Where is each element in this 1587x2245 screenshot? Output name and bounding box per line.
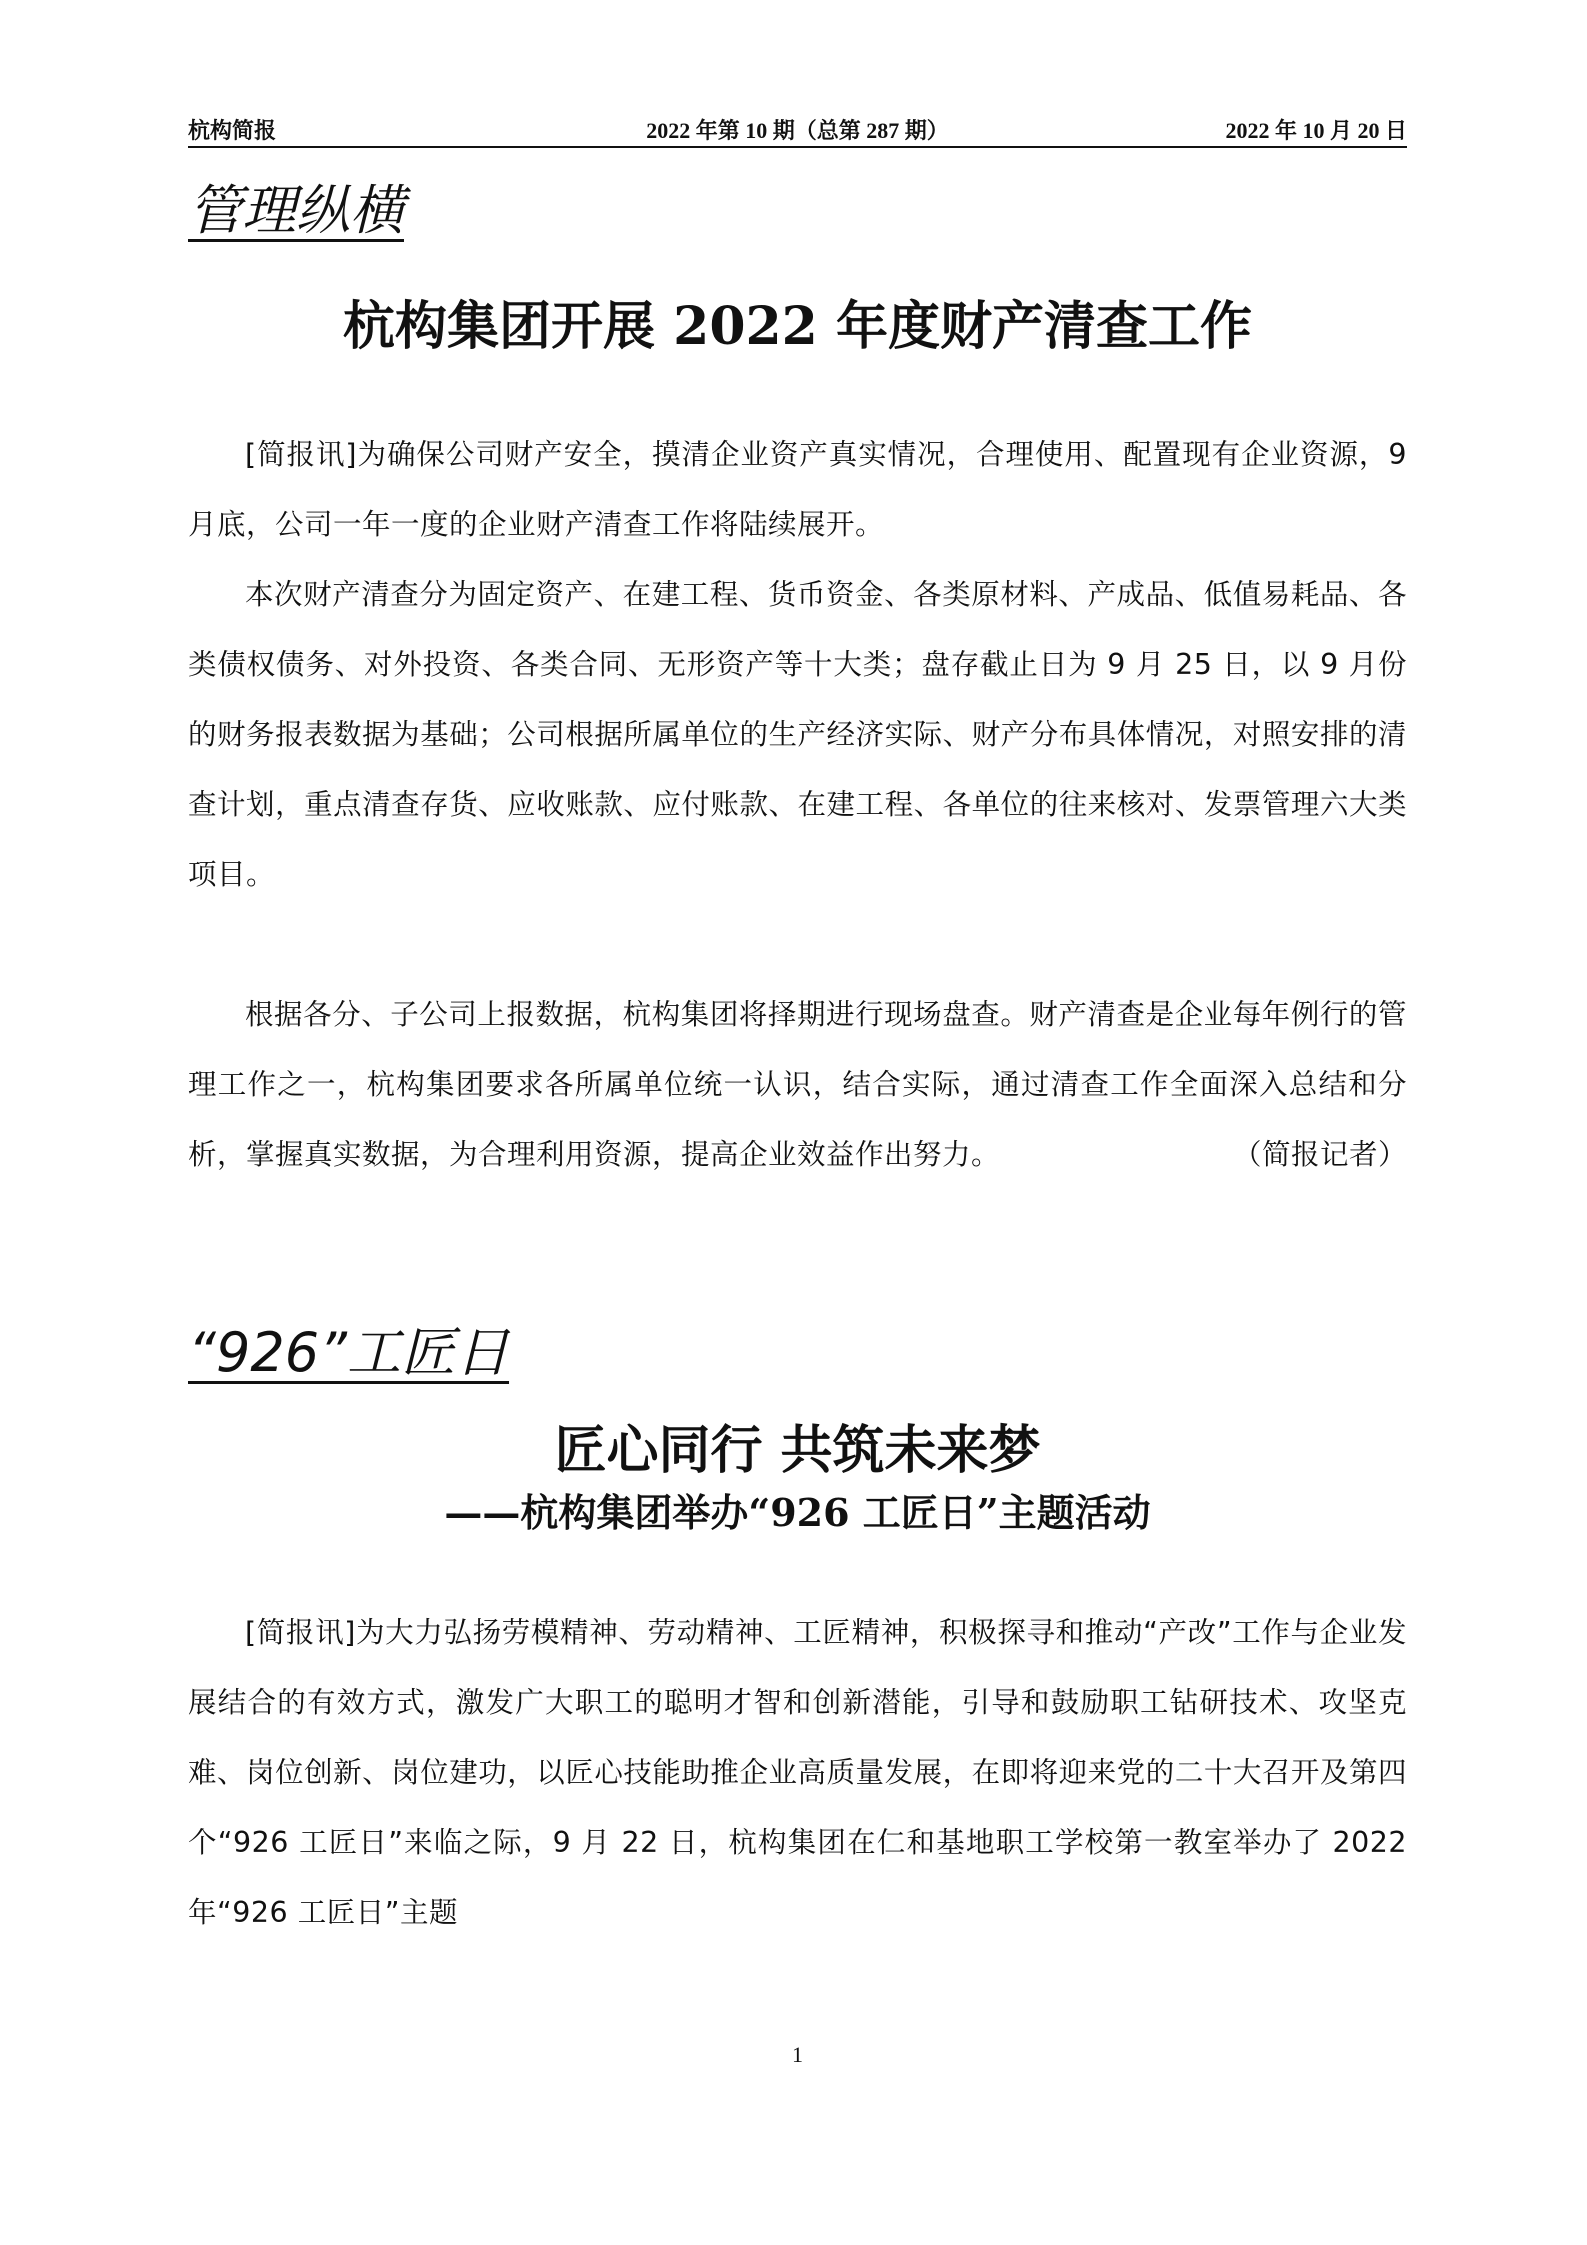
publication-name: 杭构简报 xyxy=(188,118,277,143)
article2-paragraph-1: [简报讯]为大力弘扬劳模精神、劳动精神、工匠精神，积极探寻和推动“产改”工作与企业发展结合的有效方式，激发广大职工的聪明才智和创新潜能，引导和鼓励职工钻研技术、攻坚克难、岗位创新、岗位建功，以匠心技能助推企业高质量发展，在即将迎来党的二十大召开及第四个“926 工匠日”来临之际，9 月 22 日，杭构集团在仁和基地职工学校第一教室举办了 2022 年“926 工匠日”主题 xyxy=(188,1616,1407,1929)
article2-subtitle: ——杭构集团举办“926 工匠日”主题活动 xyxy=(444,1490,1151,1535)
article1-title: 杭构集团开展 2022 年度财产清查工作 xyxy=(343,296,1252,357)
article1-paragraph-1: [简报讯]为确保公司财产安全，摸清企业资产真实情况，合理使用、配置现有企业资源，9 月底，公司一年一度的企业财产清查工作将陆续展开。 xyxy=(188,438,1407,541)
article1-paragraph-3 xyxy=(188,980,1407,1190)
article1-byline: （简报记者） xyxy=(1232,1138,1407,1171)
section-tag-management: 管理纵横 xyxy=(188,179,404,242)
section-tag-craftsman-day: “926”工匠日 xyxy=(188,1321,510,1384)
issue-date: 2022 年 10 月 20 日 xyxy=(1225,118,1407,143)
running-header xyxy=(188,108,1407,146)
article1-paragraph-2: 本次财产清查分为固定资产、在建工程、货币资金、各类原材料、产成品、低值易耗品、各类债权债务、对外投资、各类合同、无形资产等十大类；盘存截止日为 9 月 25 日，以 9 月份的财务报表数据为基础；公司根据所属单位的生产经济实际、财产分布具体情况，对照安排的清查计划，重点清查存货、应收账款、应付账款、在建工程、各单位的往来核对、发票管理六大类项目。 xyxy=(188,578,1407,891)
page-number: 1 xyxy=(792,2042,803,2067)
article1-paragraph-3-text: 根据各分、子公司上报数据，杭构集团将择期进行现场盘查。财产清查是企业每年例行的管理工作之一，杭构集团要求各所属单位统一认识，结合实际，通过清查工作全面深入总结和分析，掌握真实数据，为合理利用资源，提高企业效益作出努力。 xyxy=(188,998,1407,1171)
article2-title: 匠心同行 共筑未来梦 xyxy=(554,1420,1041,1481)
header-rule xyxy=(188,146,1407,148)
issue-number: 2022 年第 10 期（总第 287 期） xyxy=(646,118,949,143)
